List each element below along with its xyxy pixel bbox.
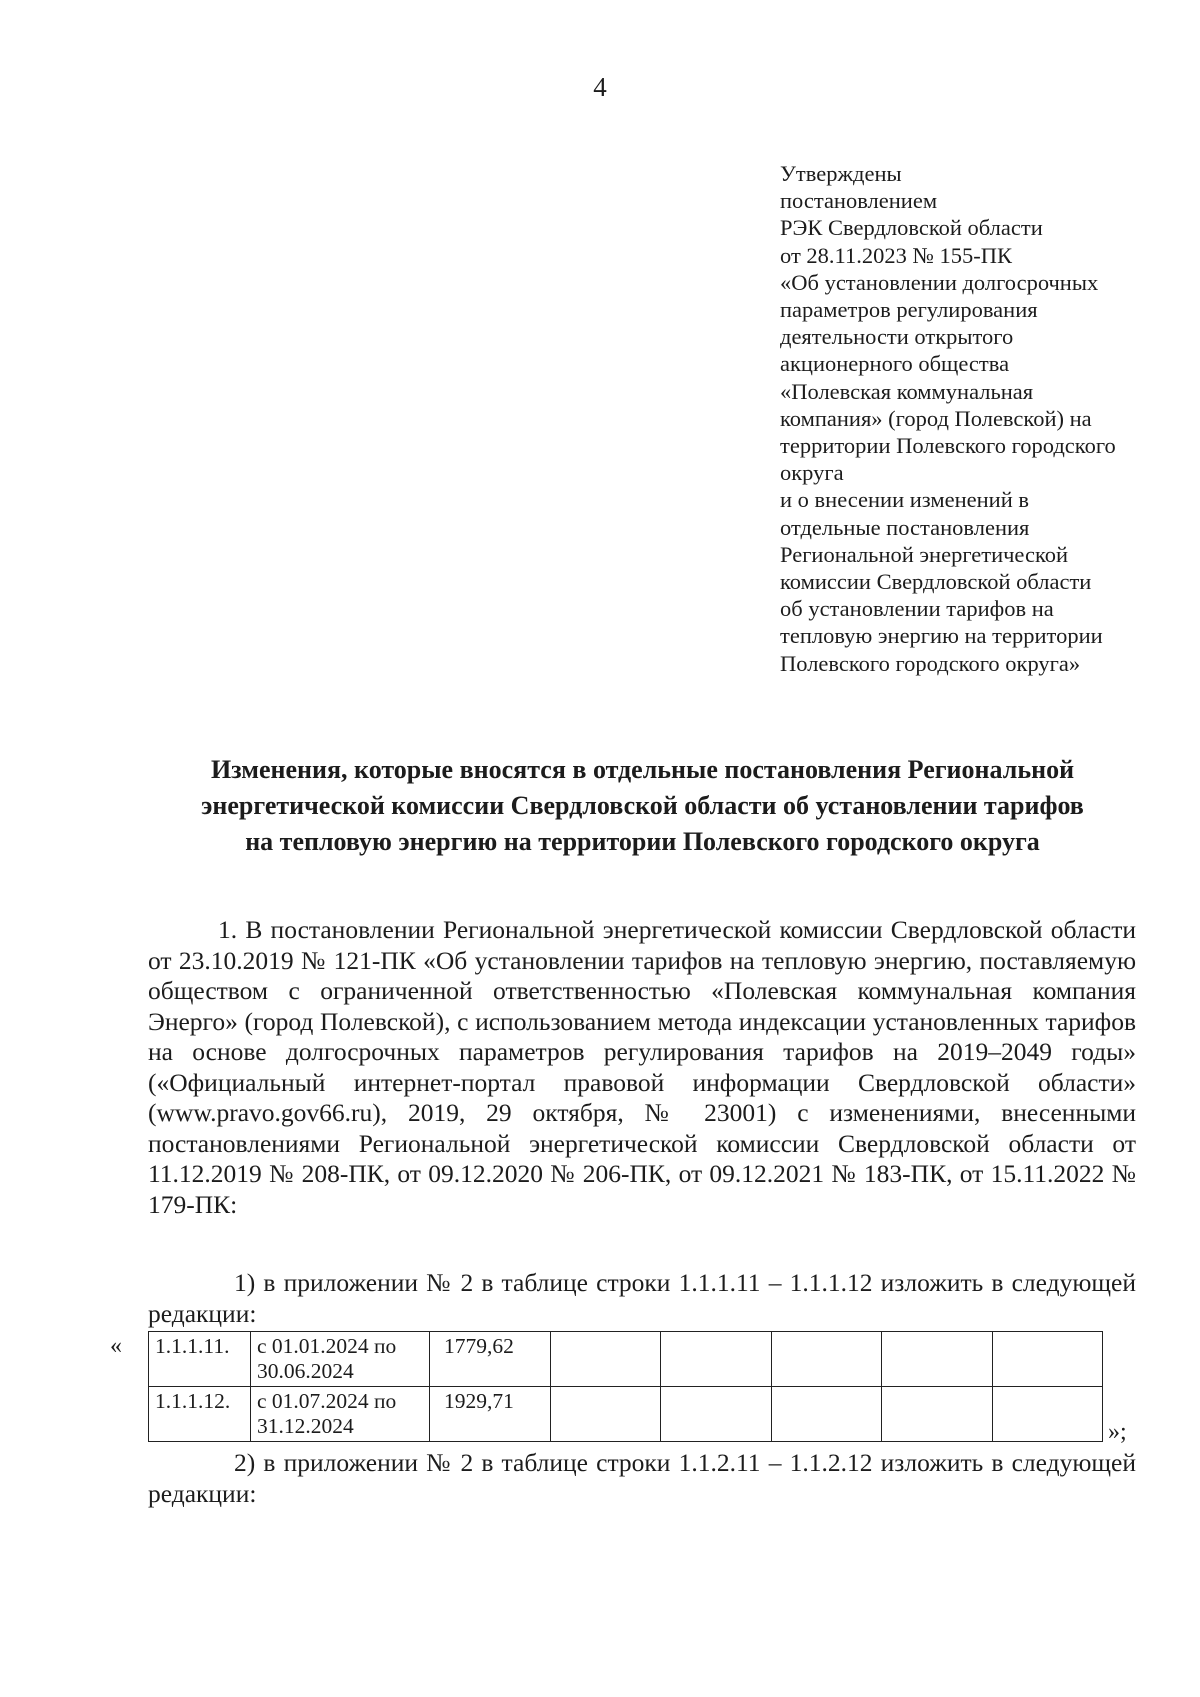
approval-line: параметров регулирования	[780, 297, 1038, 323]
empty-cell	[551, 1332, 661, 1387]
approval-line: тепловую энергию на территории	[780, 623, 1103, 649]
row-code: 1.1.1.11.	[149, 1332, 251, 1387]
row-period: с 01.07.2024 по 31.12.2024	[251, 1387, 430, 1442]
item-2: 2) в приложении № 2 в таблице строки 1.1.2.11 – 1.1.2.12 изложить в следующей редакции:	[148, 1448, 1136, 1508]
approval-block	[780, 160, 1180, 677]
document-title	[150, 752, 1135, 860]
approval-line: РЭК Свердловской области	[780, 215, 1043, 241]
approval-line: территории Полевского городского	[780, 433, 1116, 459]
approval-line: об установлении тарифов на	[780, 596, 1054, 622]
empty-cell	[661, 1387, 771, 1442]
row-code: 1.1.1.12.	[149, 1387, 251, 1442]
title-line: Изменения, которые вносятся в отдельные постановления Региональной	[210, 755, 1075, 784]
row-value: 1929,71	[430, 1387, 551, 1442]
tariff-rows-table	[148, 1331, 1103, 1442]
paragraph-1: 1. В постановлении Региональной энергетической комиссии Свердловской области от 23.10.2019 № 121-ПК «Об установлении тарифов на тепловую энергию, поставляемую обществом с ограниченной ответственностью «Полевская коммунальная компания Энерго» (город Полевской), с использованием метода индексации установленных тарифов на основе долгосрочных параметров регулирования тарифов на 2019–2049 годы» («Официальный интернет-портал правовой информации Свердловской области» (www.pravo.gov66.ru), 2019, 29 октября, № 23001) с изменениями, внесенными постановлениями Региональной энергетической комиссии Свердловской области от 11.12.2019 № 208-ПК, от 09.12.2020 № 206-ПК, от 09.12.2021 № 183-ПК, от 15.11.2022 № 179-ПК:	[148, 915, 1136, 1219]
approval-line: постановлением	[780, 188, 938, 214]
empty-cell	[882, 1332, 992, 1387]
table-row	[149, 1332, 1103, 1387]
empty-cell	[661, 1332, 771, 1387]
approval-line: от 28.11.2023 № 155-ПК	[780, 242, 1013, 268]
approval-line: Полевского городского округа»	[780, 650, 1081, 676]
table-row	[149, 1387, 1103, 1442]
approval-line: Региональной энергетической	[780, 541, 1069, 567]
item-1: 1) в приложении № 2 в таблице строки 1.1.1.11 – 1.1.1.12 изложить в следующей редакции:	[148, 1268, 1136, 1328]
approval-line: Утверждены	[780, 161, 902, 186]
quote-close: »;	[1108, 1419, 1127, 1445]
empty-cell	[551, 1387, 661, 1442]
approval-line: и о внесении изменений в	[780, 487, 1029, 513]
approval-line: отдельные постановления	[780, 514, 1030, 540]
page-number: 4	[593, 72, 607, 102]
empty-cell	[992, 1332, 1102, 1387]
approval-line: компания» (город Полевской) на	[780, 405, 1092, 431]
row-period: с 01.01.2024 по 30.06.2024	[251, 1332, 430, 1387]
approval-line: «Полевская коммунальная	[780, 378, 1034, 404]
empty-cell	[992, 1387, 1102, 1442]
title-line: энергетической комиссии Свердловской области об установлении тарифов	[201, 791, 1084, 820]
approval-line: округа	[780, 460, 844, 486]
approval-line: комиссии Свердловской области	[780, 569, 1092, 595]
approval-line: «Об установлении долгосрочных	[780, 269, 1099, 295]
approval-line: деятельности открытого	[780, 324, 1014, 350]
empty-cell	[771, 1387, 881, 1442]
quote-open: «	[110, 1333, 122, 1359]
empty-cell	[882, 1387, 992, 1442]
title-line: на тепловую энергию на территории Полевского городского округа	[245, 827, 1040, 856]
approval-line: акционерного общества	[780, 351, 1010, 377]
row-value: 1779,62	[430, 1332, 551, 1387]
empty-cell	[771, 1332, 881, 1387]
